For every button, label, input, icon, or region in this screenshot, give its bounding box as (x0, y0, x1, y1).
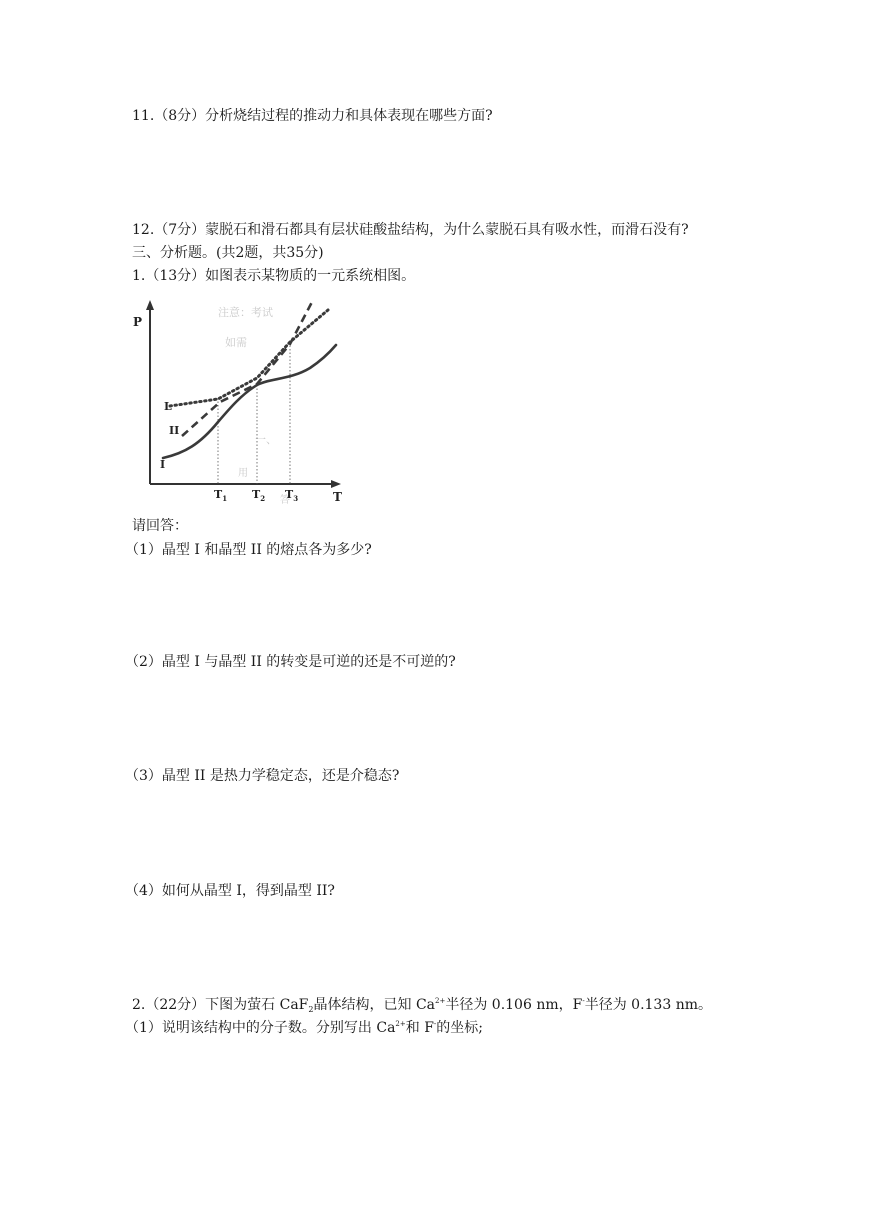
section-3-heading: 三、分析题。(共2题，共35分) (132, 245, 324, 261)
superscript: 2+ (435, 997, 446, 1005)
phase-diagram-svg (130, 298, 355, 508)
curve-i (163, 345, 336, 458)
y-axis-arrow (146, 300, 154, 310)
problem-1-part-4: （4）如何从晶型 I，得到晶型 II? (125, 883, 335, 899)
superscript: - (433, 1020, 437, 1028)
bleed-through-text: 用 (238, 468, 248, 479)
bleed-through-text: 答 (280, 495, 290, 506)
subscript: 2 (308, 1005, 314, 1014)
superscript: - (582, 997, 585, 1005)
question-11: 11.（8分）分析烧结过程的推动力和具体表现在哪些方面? (132, 108, 493, 124)
problem-2-part-1 (125, 1019, 483, 1037)
bleed-through-text: 如需 (225, 336, 247, 349)
tick-label-t1: $T_1$ (214, 488, 228, 503)
text-run: 晶体结构，已知 Ca (313, 997, 436, 1013)
x-axis-label: T (333, 490, 342, 504)
x-axis-arrow (331, 480, 341, 488)
answer-prompt: 请回答： (132, 518, 188, 534)
text-run: 半径为 0.106 nm，F (445, 997, 583, 1013)
curve-label-l: L (164, 400, 172, 413)
y-axis-label: P (133, 315, 143, 329)
phase-diagram-figure (130, 298, 355, 508)
curve-label-i: I (160, 458, 166, 471)
curve-label-ii: II (169, 424, 180, 437)
text-run: 2.（22分）下图为萤石 CaF (132, 997, 309, 1013)
superscript: 2+ (395, 1020, 406, 1028)
problem-1-part-3: （3）晶型 II 是热力学稳定态，还是介稳态? (125, 768, 400, 784)
question-12: 12.（7分）蒙脱石和滑石都具有层状硅酸盐结构，为什么蒙脱石具有吸水性，而滑石没有? (132, 222, 689, 238)
curve-ii (182, 302, 312, 436)
problem-1-part-2: （2）晶型 I 与晶型 II 的转变是可逆的还是不可逆的? (125, 654, 456, 670)
tick-label-t2: $T_2$ (252, 488, 266, 503)
text-run: 半径为 0.133 nm。 (584, 997, 712, 1013)
problem-2-title (132, 996, 712, 1014)
text-run: 和 F (405, 1020, 434, 1036)
text-run: 的坐标; (436, 1020, 484, 1036)
text-run: （1）说明该结构中的分子数。分别写出 Ca (125, 1020, 396, 1036)
problem-1-title: 1.（13分）如图表示某物质的一元系统相图。 (132, 268, 416, 284)
tick-label-t3: $T_3$ (285, 488, 299, 503)
bleed-through-text: 一、 (255, 433, 277, 446)
bleed-through-text: 注意：考试 (218, 306, 273, 319)
problem-1-part-1: （1）晶型 I 和晶型 II 的熔点各为多少? (125, 542, 372, 558)
